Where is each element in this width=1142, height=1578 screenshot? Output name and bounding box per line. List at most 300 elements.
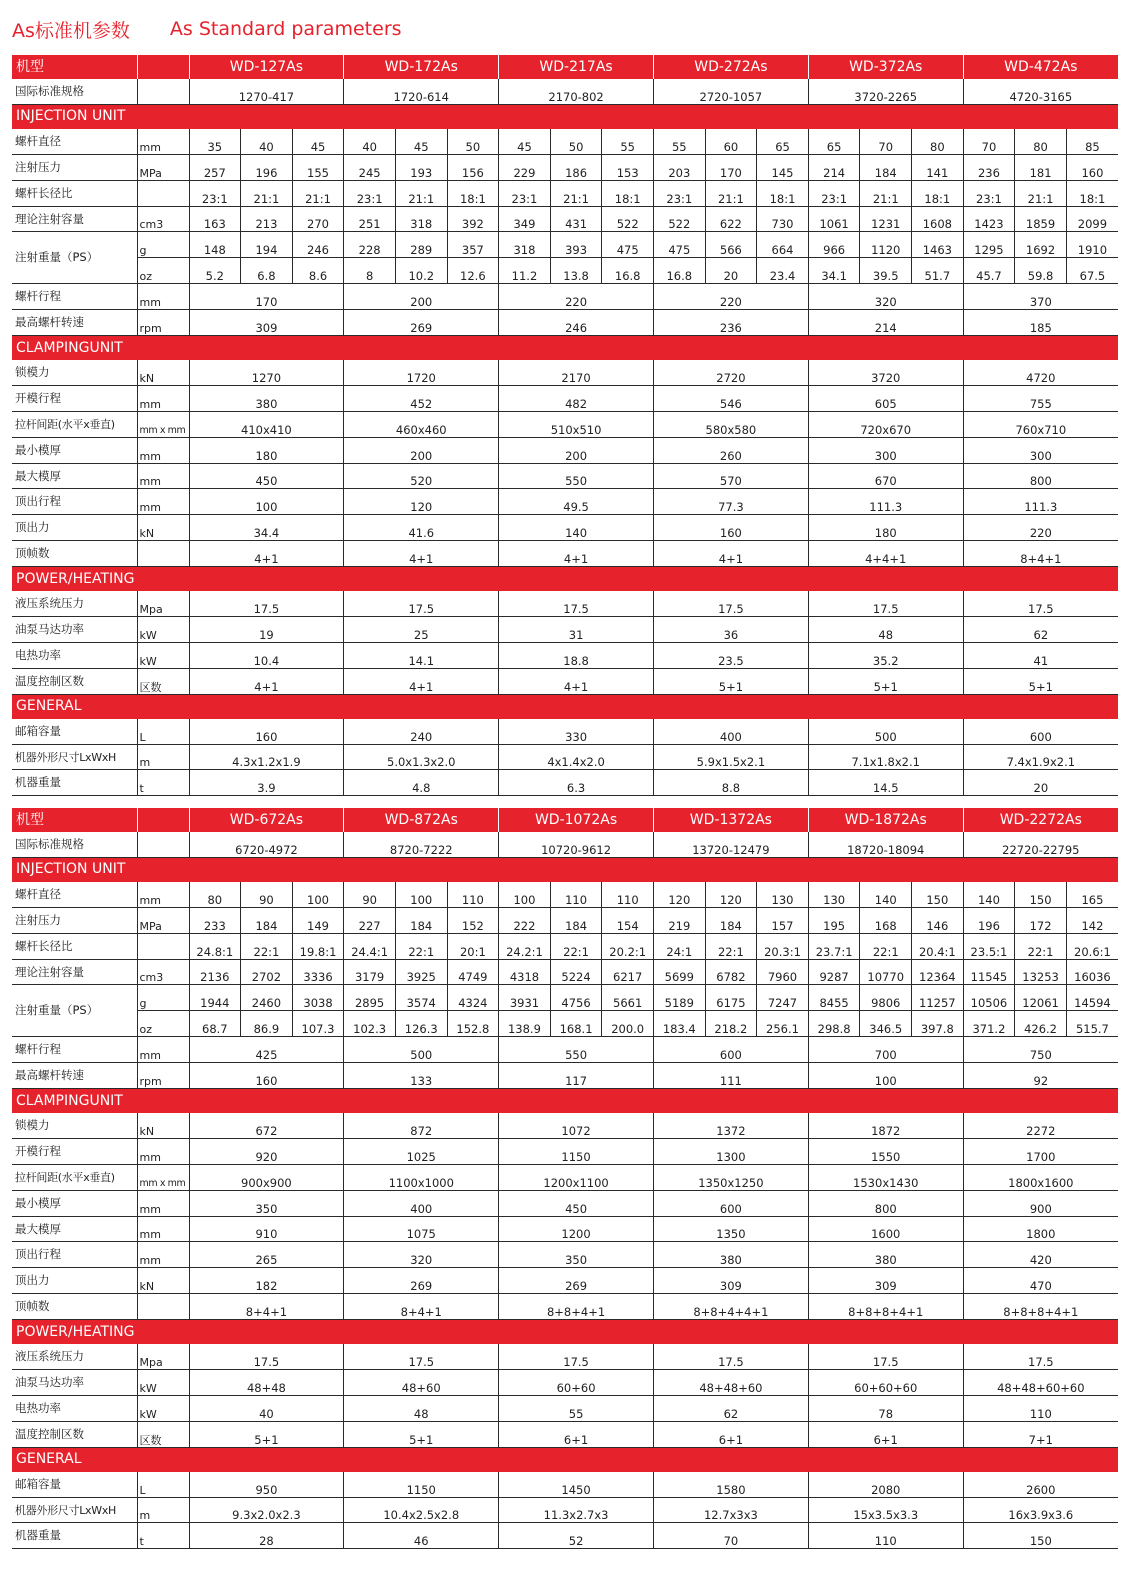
row-label: 顶出力 <box>12 515 137 541</box>
value-cell: 140 <box>963 882 1015 907</box>
model-name: WD-172As <box>344 55 499 79</box>
value-cell: 10.4 <box>189 642 344 668</box>
spec-row <box>12 1037 1118 1063</box>
spec-row <box>12 1344 1118 1369</box>
value-cell: 1372 <box>653 1113 808 1138</box>
value-cell: 3.9 <box>189 770 344 796</box>
value-cell: 111 <box>653 1063 808 1089</box>
spec-table-1 <box>12 55 1118 796</box>
value-cell: 60 <box>705 129 757 154</box>
row-unit: mm <box>137 882 189 907</box>
value-cell: 4318 <box>499 959 551 985</box>
value-cell: 80 <box>1015 129 1067 154</box>
value-cell: 146 <box>912 907 964 933</box>
row-unit: L <box>137 1472 189 1497</box>
value-cell: 1200x1100 <box>499 1164 654 1190</box>
row-label: 注射重量（PS） <box>12 232 137 284</box>
row-unit: rpm <box>137 310 189 336</box>
value-cell: 60+60 <box>499 1370 654 1396</box>
value-cell: 100 <box>499 882 551 907</box>
value-cell: 6175 <box>705 985 757 1011</box>
value-cell: 5+1 <box>808 668 963 694</box>
value-cell: 45 <box>292 129 344 154</box>
value-cell: 2099 <box>1066 206 1118 232</box>
value-cell: 570 <box>653 463 808 489</box>
row-unit: mm <box>137 437 189 463</box>
value-cell: 17.5 <box>808 1344 963 1369</box>
value-cell: 260 <box>653 437 808 463</box>
row-unit: mm <box>137 284 189 310</box>
value-cell: 760x710 <box>963 411 1118 437</box>
value-cell: 163 <box>189 206 241 232</box>
value-cell: 2170 <box>499 360 654 385</box>
value-cell: 17.5 <box>499 1344 654 1369</box>
row-unit: kN <box>137 1268 189 1294</box>
value-cell: 17.5 <box>653 591 808 616</box>
spec-row <box>12 541 1118 567</box>
value-cell: 6.3 <box>499 770 654 796</box>
intl-spec-row <box>12 832 1118 857</box>
value-cell: 196 <box>963 907 1015 933</box>
spec-row <box>12 985 1118 1011</box>
spec-row <box>12 1190 1118 1216</box>
spec-row <box>12 882 1118 907</box>
model-name: WD-872As <box>344 808 499 832</box>
value-cell: 7247 <box>757 985 809 1011</box>
page-title <box>12 14 402 44</box>
row-label: 油泵马达功率 <box>12 617 137 643</box>
value-cell: 182 <box>189 1268 344 1294</box>
row-label: 最大模厚 <box>12 1216 137 1242</box>
intl-spec-row <box>12 79 1118 104</box>
value-cell: 11545 <box>963 959 1015 985</box>
value-cell: 431 <box>550 206 602 232</box>
value-cell: 6.8 <box>241 258 293 284</box>
row-unit: oz <box>137 1011 189 1037</box>
row-unit: cm3 <box>137 959 189 985</box>
value-cell: 180 <box>808 515 963 541</box>
value-cell: 400 <box>653 719 808 744</box>
value-cell: 5.0x1.3x2.0 <box>344 744 499 770</box>
value-cell: 8+8+4+1 <box>499 1294 654 1320</box>
model-unit-cell <box>137 55 189 79</box>
value-cell: 141 <box>912 154 964 180</box>
value-cell: 380 <box>808 1242 963 1268</box>
value-cell: 100 <box>395 882 447 907</box>
value-cell: 126.3 <box>395 1011 447 1037</box>
value-cell: 1423 <box>963 206 1015 232</box>
value-cell: 257 <box>189 154 241 180</box>
row-label: 螺杆行程 <box>12 1037 137 1063</box>
value-cell: 111.3 <box>808 489 963 515</box>
value-cell: 172 <box>1015 907 1067 933</box>
spec-row <box>12 617 1118 643</box>
value-cell: 168 <box>860 907 912 933</box>
value-cell: 7960 <box>757 959 809 985</box>
row-unit: mm <box>137 463 189 489</box>
value-cell: 20.6:1 <box>1066 933 1118 959</box>
value-cell: 34.1 <box>808 258 860 284</box>
value-cell: 349 <box>499 206 551 232</box>
value-cell: 330 <box>499 719 654 744</box>
value-cell: 269 <box>344 1268 499 1294</box>
value-cell: 11.2 <box>499 258 551 284</box>
value-cell: 2600 <box>963 1472 1118 1497</box>
value-cell: 23:1 <box>189 180 241 206</box>
value-cell: 80 <box>912 129 964 154</box>
value-cell: 200 <box>344 437 499 463</box>
value-cell: 233 <box>189 907 241 933</box>
value-cell: 65 <box>808 129 860 154</box>
value-cell: 36 <box>653 617 808 643</box>
value-cell: 5.9x1.5x2.1 <box>653 744 808 770</box>
value-cell: 380 <box>653 1242 808 1268</box>
value-cell: 51.7 <box>912 258 964 284</box>
value-cell: 12061 <box>1015 985 1067 1011</box>
spec-value: 8720-7222 <box>344 832 499 857</box>
row-unit <box>137 832 189 857</box>
value-cell: 1150 <box>344 1472 499 1497</box>
section-header-row <box>12 1447 1118 1472</box>
value-cell: 220 <box>499 284 654 310</box>
value-cell: 350 <box>499 1242 654 1268</box>
value-cell: 23:1 <box>344 180 396 206</box>
row-unit: mm <box>137 1216 189 1242</box>
value-cell: 18:1 <box>912 180 964 206</box>
value-cell: 12364 <box>912 959 964 985</box>
spec-row <box>12 411 1118 437</box>
value-cell: 86.9 <box>241 1011 293 1037</box>
model-name: WD-1372As <box>653 808 808 832</box>
model-header-row <box>12 55 1118 79</box>
value-cell: 13253 <box>1015 959 1067 985</box>
value-cell: 21:1 <box>292 180 344 206</box>
row-unit: t <box>137 1523 189 1549</box>
row-unit: t <box>137 770 189 796</box>
value-cell: 8455 <box>808 985 860 1011</box>
spec-row <box>12 907 1118 933</box>
value-cell: 4324 <box>447 985 499 1011</box>
value-cell: 20.2:1 <box>602 933 654 959</box>
value-cell: 40 <box>344 129 396 154</box>
value-cell: 23.7:1 <box>808 933 860 959</box>
value-cell: 3574 <box>395 985 447 1011</box>
value-cell: 270 <box>292 206 344 232</box>
value-cell: 600 <box>963 719 1118 744</box>
row-label: 顶出行程 <box>12 489 137 515</box>
value-cell: 265 <box>189 1242 344 1268</box>
value-cell: 4+1 <box>189 668 344 694</box>
model-name: WD-1072As <box>499 808 654 832</box>
value-cell: 9806 <box>860 985 912 1011</box>
value-cell: 1350 <box>653 1216 808 1242</box>
value-cell: 50 <box>447 129 499 154</box>
value-cell: 1350x1250 <box>653 1164 808 1190</box>
value-cell: 55 <box>602 129 654 154</box>
value-cell: 48 <box>344 1395 499 1421</box>
value-cell: 872 <box>344 1113 499 1138</box>
value-cell: 550 <box>499 1037 654 1063</box>
value-cell: 11257 <box>912 985 964 1011</box>
row-label: 开模行程 <box>12 385 137 411</box>
value-cell: 15x3.5x3.3 <box>808 1497 963 1523</box>
spec-row <box>12 515 1118 541</box>
value-cell: 23.5:1 <box>963 933 1015 959</box>
value-cell: 1025 <box>344 1138 499 1164</box>
model-unit-cell <box>137 808 189 832</box>
value-cell: 346.5 <box>860 1011 912 1037</box>
value-cell: 184 <box>705 907 757 933</box>
value-cell: 48+48+60 <box>653 1370 808 1396</box>
row-unit: MPa <box>137 907 189 933</box>
spec-row <box>12 642 1118 668</box>
row-label: 机器外形尺寸LxWxH <box>12 744 137 770</box>
value-cell: 220 <box>653 284 808 310</box>
value-cell: 21:1 <box>705 180 757 206</box>
value-cell: 2895 <box>344 985 396 1011</box>
value-cell: 16x3.9x3.6 <box>963 1497 1118 1523</box>
value-cell: 1150 <box>499 1138 654 1164</box>
spec-row <box>12 258 1118 284</box>
value-cell: 5.2 <box>189 258 241 284</box>
value-cell: 2080 <box>808 1472 963 1497</box>
value-cell: 450 <box>189 463 344 489</box>
row-label: 机器外形尺寸LxWxH <box>12 1497 137 1523</box>
value-cell: 251 <box>344 206 396 232</box>
value-cell: 155 <box>292 154 344 180</box>
value-cell: 1872 <box>808 1113 963 1138</box>
value-cell: 21:1 <box>241 180 293 206</box>
value-cell: 269 <box>344 310 499 336</box>
value-cell: 45.7 <box>963 258 1015 284</box>
value-cell: 3336 <box>292 959 344 985</box>
value-cell: 138.9 <box>499 1011 551 1037</box>
section-title: GENERAL <box>12 1447 1118 1472</box>
row-label: 注射重量（PS） <box>12 985 137 1037</box>
value-cell: 475 <box>602 232 654 258</box>
value-cell: 9287 <box>808 959 860 985</box>
value-cell: 5+1 <box>963 668 1118 694</box>
value-cell: 2702 <box>241 959 293 985</box>
row-label: 螺杆直径 <box>12 882 137 907</box>
spec-value: 2720-1057 <box>653 79 808 104</box>
spec-row <box>12 1370 1118 1396</box>
row-label: 锁模力 <box>12 360 137 385</box>
row-label: 液压系统压力 <box>12 591 137 616</box>
value-cell: 11.3x2.7x3 <box>499 1497 654 1523</box>
row-unit: Mpa <box>137 1344 189 1369</box>
spec-row <box>12 1011 1118 1037</box>
value-cell: 90 <box>241 882 293 907</box>
value-cell: 1295 <box>963 232 1015 258</box>
value-cell: 8+4+1 <box>344 1294 499 1320</box>
row-unit: cm3 <box>137 206 189 232</box>
value-cell: 150 <box>963 1523 1118 1549</box>
value-cell: 357 <box>447 232 499 258</box>
value-cell: 425 <box>189 1037 344 1063</box>
value-cell: 160 <box>189 719 344 744</box>
value-cell: 605 <box>808 385 963 411</box>
value-cell: 156 <box>447 154 499 180</box>
row-label: 最小模厚 <box>12 1190 137 1216</box>
value-cell: 22:1 <box>395 933 447 959</box>
value-cell: 17.5 <box>344 1344 499 1369</box>
row-label: 顶帧数 <box>12 541 137 567</box>
value-cell: 229 <box>499 154 551 180</box>
row-unit: m <box>137 1497 189 1523</box>
value-cell: 60+60+60 <box>808 1370 963 1396</box>
value-cell: 154 <box>602 907 654 933</box>
value-cell: 120 <box>344 489 499 515</box>
value-cell: 3720 <box>808 360 963 385</box>
row-unit <box>137 541 189 567</box>
value-cell: 24:1 <box>653 933 705 959</box>
spec-value: 18720-18094 <box>808 832 963 857</box>
spec-row <box>12 1138 1118 1164</box>
value-cell: 4+4+1 <box>808 541 963 567</box>
value-cell: 220 <box>963 515 1118 541</box>
section-header-row <box>12 1320 1118 1345</box>
row-label: 机器重量 <box>12 1523 137 1549</box>
value-cell: 17.5 <box>189 591 344 616</box>
row-unit: 区数 <box>137 1421 189 1447</box>
value-cell: 22:1 <box>705 933 757 959</box>
value-cell: 183.4 <box>653 1011 705 1037</box>
row-label: 机器重量 <box>12 770 137 796</box>
value-cell: 17.5 <box>808 591 963 616</box>
row-label: 最高螺杆转速 <box>12 1063 137 1089</box>
value-cell: 350 <box>189 1190 344 1216</box>
page-title-en: As Standard parameters <box>169 18 402 40</box>
value-cell: 9.3x2.0x2.3 <box>189 1497 344 1523</box>
spec-row <box>12 1395 1118 1421</box>
section-title: CLAMPINGUNIT <box>12 1089 1118 1114</box>
spec-row <box>12 463 1118 489</box>
value-cell: 966 <box>808 232 860 258</box>
value-cell: 256.1 <box>757 1011 809 1037</box>
value-cell: 130 <box>808 882 860 907</box>
value-cell: 566 <box>705 232 757 258</box>
value-cell: 4.3x1.2x1.9 <box>189 744 344 770</box>
value-cell: 12.6 <box>447 258 499 284</box>
value-cell: 200 <box>499 437 654 463</box>
value-cell: 482 <box>499 385 654 411</box>
value-cell: 397.8 <box>912 1011 964 1037</box>
value-cell: 550 <box>499 463 654 489</box>
value-cell: 21:1 <box>860 180 912 206</box>
value-cell: 1075 <box>344 1216 499 1242</box>
value-cell: 227 <box>344 907 396 933</box>
value-cell: 1944 <box>189 985 241 1011</box>
value-cell: 452 <box>344 385 499 411</box>
row-label: 顶出力 <box>12 1268 137 1294</box>
value-cell: 23:1 <box>499 180 551 206</box>
value-cell: 23.4 <box>757 258 809 284</box>
spec-row <box>12 1242 1118 1268</box>
section-header-row <box>12 336 1118 361</box>
value-cell: 546 <box>653 385 808 411</box>
value-cell: 186 <box>550 154 602 180</box>
value-cell: 380 <box>189 385 344 411</box>
value-cell: 3925 <box>395 959 447 985</box>
value-cell: 35 <box>189 129 241 154</box>
value-cell: 68.7 <box>189 1011 241 1037</box>
value-cell: 24.2:1 <box>499 933 551 959</box>
row-unit <box>137 180 189 206</box>
row-label: 国际标准规格 <box>12 832 137 857</box>
value-cell: 157 <box>757 907 809 933</box>
row-unit <box>137 79 189 104</box>
value-cell: 110 <box>550 882 602 907</box>
section-header-row <box>12 104 1118 129</box>
row-label: 最大模厚 <box>12 463 137 489</box>
value-cell: 1580 <box>653 1472 808 1497</box>
value-cell: 45 <box>499 129 551 154</box>
value-cell: 6217 <box>602 959 654 985</box>
value-cell: 219 <box>653 907 705 933</box>
value-cell: 133 <box>344 1063 499 1089</box>
value-cell: 236 <box>963 154 1015 180</box>
spec-row <box>12 591 1118 616</box>
value-cell: 100 <box>292 882 344 907</box>
value-cell: 102.3 <box>344 1011 396 1037</box>
spec-row <box>12 284 1118 310</box>
value-cell: 4+1 <box>499 541 654 567</box>
row-unit: kN <box>137 1113 189 1138</box>
value-cell: 18:1 <box>757 180 809 206</box>
spec-row <box>12 1063 1118 1089</box>
row-label: 注射压力 <box>12 907 137 933</box>
spec-row <box>12 437 1118 463</box>
value-cell: 8.8 <box>653 770 808 796</box>
value-cell: 150 <box>912 882 964 907</box>
spec-row <box>12 1421 1118 1447</box>
value-cell: 14.5 <box>808 770 963 796</box>
value-cell: 25 <box>344 617 499 643</box>
value-cell: 24.4:1 <box>344 933 396 959</box>
value-cell: 59.8 <box>1015 258 1067 284</box>
spec-value: 1270-417 <box>189 79 344 104</box>
value-cell: 41 <box>963 642 1118 668</box>
value-cell: 522 <box>602 206 654 232</box>
row-label: 电热功率 <box>12 1395 137 1421</box>
value-cell: 1800x1600 <box>963 1164 1118 1190</box>
value-cell: 510x510 <box>499 411 654 437</box>
value-cell: 8+8+4+4+1 <box>653 1294 808 1320</box>
value-cell: 236 <box>653 310 808 336</box>
model-name: WD-272As <box>653 55 808 79</box>
value-cell: 23:1 <box>963 180 1015 206</box>
value-cell: 7.1x1.8x2.1 <box>808 744 963 770</box>
spec-row <box>12 1216 1118 1242</box>
value-cell: 17.5 <box>189 1344 344 1369</box>
value-cell: 6+1 <box>499 1421 654 1447</box>
value-cell: 500 <box>344 1037 499 1063</box>
row-unit: m <box>137 744 189 770</box>
value-cell: 1800 <box>963 1216 1118 1242</box>
value-cell: 2136 <box>189 959 241 985</box>
value-cell: 120 <box>705 882 757 907</box>
row-label: 螺杆长径比 <box>12 933 137 959</box>
row-unit: g <box>137 232 189 258</box>
value-cell: 520 <box>344 463 499 489</box>
value-cell: 8+8+8+4+1 <box>808 1294 963 1320</box>
value-cell: 20.4:1 <box>912 933 964 959</box>
value-cell: 18.8 <box>499 642 654 668</box>
value-cell: 21:1 <box>1015 180 1067 206</box>
value-cell: 20 <box>705 258 757 284</box>
value-cell: 100 <box>189 489 344 515</box>
